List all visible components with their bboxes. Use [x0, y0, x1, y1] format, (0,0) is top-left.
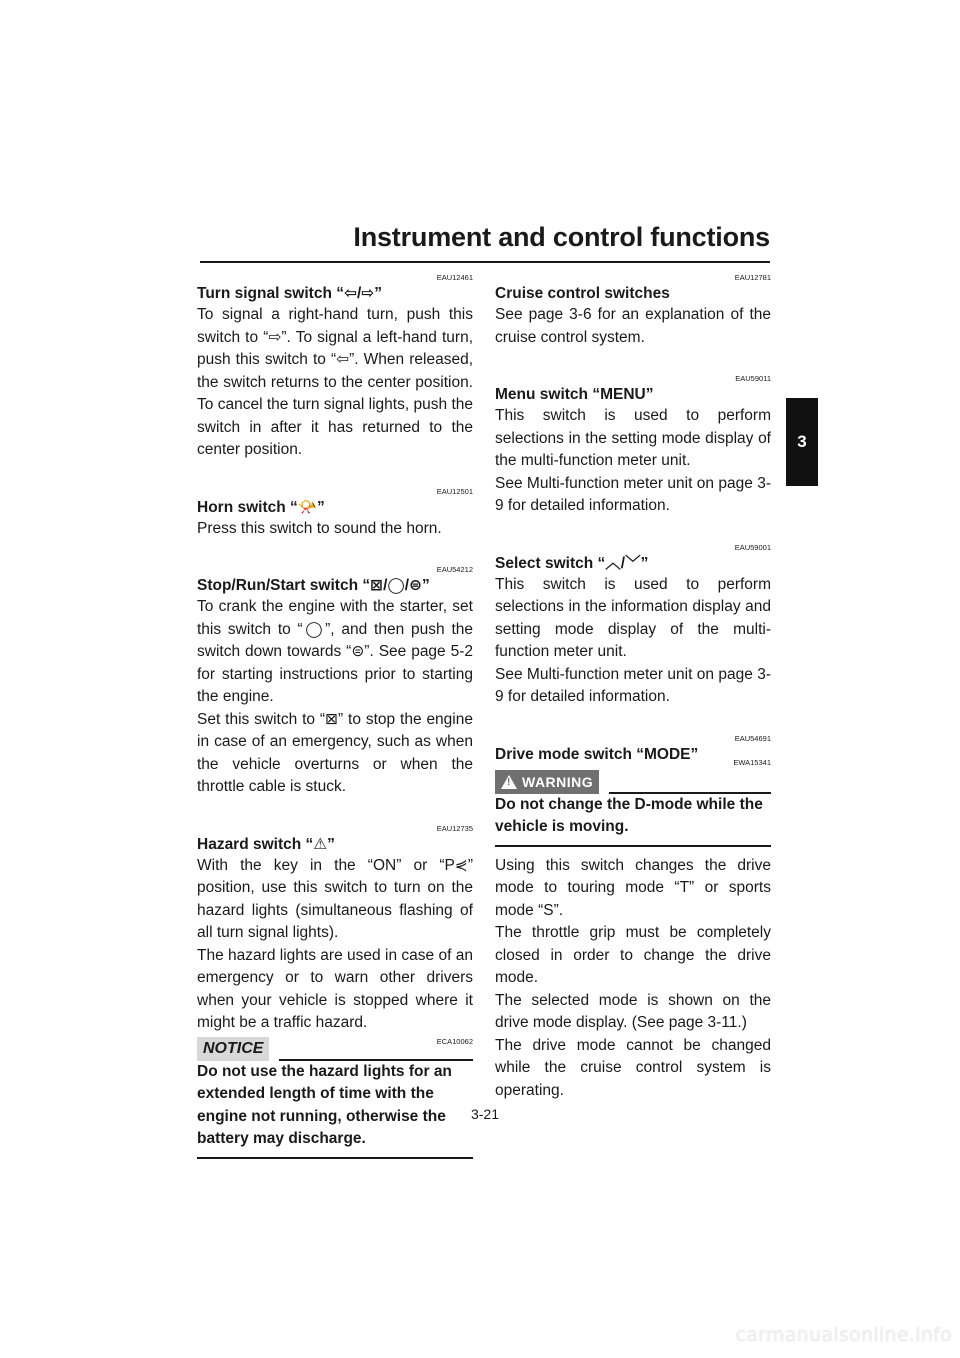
drive-mode-heading: Drive mode switch “MODE”	[495, 745, 699, 763]
turn-signal-section	[197, 272, 473, 462]
menu-heading: Menu switch “MENU”	[495, 386, 654, 403]
warning-block	[495, 757, 771, 847]
page-header-title: Instrument and control functions	[353, 222, 770, 252]
section-code: EAU12735	[436, 823, 473, 833]
notice-badge: NOTICE	[197, 1037, 269, 1061]
select-heading: Select switch “︿/﹀”	[495, 554, 649, 572]
notice-code: ECA10062	[436, 1036, 473, 1046]
hazard-section	[197, 823, 473, 1035]
turn-signal-heading: Turn signal switch “⇦/⇨”	[197, 285, 383, 302]
horn-heading: Horn switch “📯”	[197, 498, 325, 516]
warning-end-rule	[495, 845, 771, 847]
watermark: carmanualsonline.info	[735, 1324, 952, 1346]
right-column	[495, 272, 771, 1102]
turn-signal-text: To signal a right-hand turn, push this switch to “⇨”. To signal a left-hand turn, push this switch to “⇦”. When released, the switch returns to the center position. To cancel the turn signal lights, push the switch in after it has returned to the center position.	[197, 306, 473, 458]
chapter-tab: 3	[786, 398, 818, 486]
warning-label-row	[495, 768, 771, 794]
menu-text-2: See Multi-function meter unit on page 3-9 for detailed information.	[495, 474, 771, 514]
drive-mode-text-4: The drive mode cannot be changed while the cruise control system is operating.	[495, 1036, 771, 1099]
header-rule	[200, 261, 770, 263]
notice-end-rule	[197, 1157, 473, 1159]
notice-block	[197, 1035, 473, 1159]
select-text-2: See Multi-function meter unit on page 3-9 for detailed information.	[495, 665, 771, 705]
drive-mode-text-3: The selected mode is shown on the drive mode display. (See page 3-11.)	[495, 991, 771, 1031]
warning-badge	[495, 770, 599, 794]
stop-run-start-text-1: To crank the engine with the starter, set this switch to “◯”, and then push the switch down towards “⊜”. See page 5-2 for starting instructions prior to starting the engine.	[197, 598, 473, 705]
stop-run-start-text-2: Set this switch to “⊠” to stop the engine in case of an emergency, such as when the vehicle overturns or when the throttle cable is stuck.	[197, 710, 473, 795]
section-code: EAU12501	[436, 486, 473, 496]
left-column	[197, 272, 473, 1159]
hazard-heading: Hazard switch “⚠”	[197, 835, 335, 853]
stop-run-start-heading: Stop/Run/Start switch “⊠/◯/⊜”	[197, 577, 430, 594]
drive-mode-text-1: Using this switch changes the drive mode to touring mode “T” or sports mode “S”.	[495, 856, 771, 919]
section-code: EAU59011	[735, 374, 771, 383]
drive-mode-text-2: The throttle grip must be completely closed in order to change the drive mode.	[495, 924, 771, 986]
warning-label: WARNING	[522, 773, 594, 790]
warning-code: EWA15341	[733, 757, 771, 767]
menu-text-1: This switch is used to perform selections in the setting mode display of the multi-function meter unit.	[495, 407, 771, 469]
horn-text: Press this switch to sound the horn.	[197, 519, 442, 537]
page-number: 3-21	[470, 1106, 500, 1122]
horn-section	[197, 486, 473, 541]
hazard-text-2: The hazard lights are used in case of an emergency or to warn other drivers when your vehicle is stopped where it might be a traffic hazard.	[197, 946, 473, 1031]
notice-text: Do not use the hazard lights for an extended length of time with the engine not running, otherwise the battery may discharge.	[197, 1062, 452, 1147]
stop-run-start-section	[197, 564, 473, 799]
select-text-1: This switch is used to perform selections in the information display and setting mode display of the multi-function meter unit.	[495, 575, 771, 660]
cruise-section	[495, 272, 771, 349]
warning-triangle-icon: !	[501, 775, 517, 789]
menu-section	[495, 373, 771, 518]
section-code: EAU54691	[734, 733, 771, 743]
section-code: EAU12781	[734, 273, 771, 282]
warning-text: Do not change the D-mode while the vehicle is moving.	[495, 795, 763, 835]
cruise-text: See page 3-6 for an explanation of the cruise control system.	[495, 306, 771, 346]
section-code: EAU12461	[436, 273, 473, 282]
hazard-text-1: With the key in the “ON” or “P⋞” position, use this switch to turn on the hazard lights (simultaneous flashing of all turn signal lights).	[197, 856, 473, 941]
section-code: EAU54212	[436, 565, 473, 574]
select-section	[495, 542, 771, 709]
cruise-heading: Cruise control switches	[495, 285, 670, 302]
section-code: EAU59001	[734, 542, 771, 552]
